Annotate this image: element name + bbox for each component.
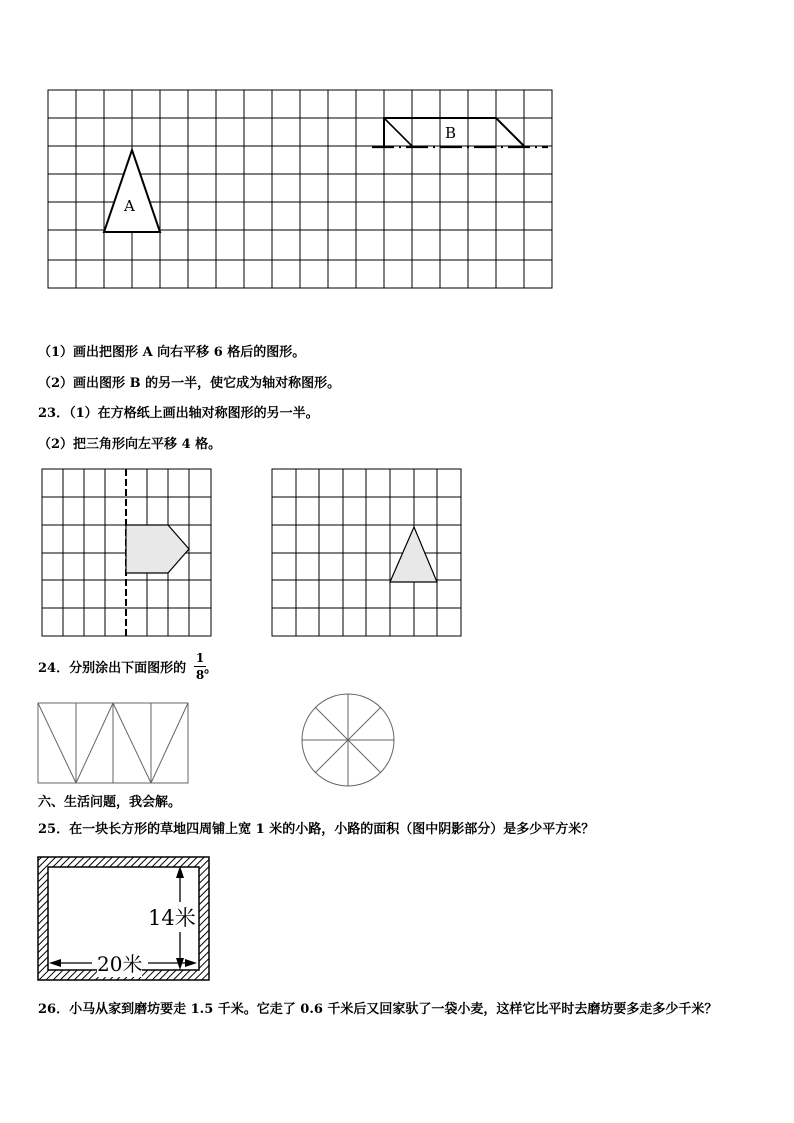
q24-text-after: 。 bbox=[204, 661, 218, 676]
width-label: 20米 bbox=[97, 948, 142, 977]
height-label: 14米 bbox=[148, 902, 196, 932]
q24-text-before: 24．分别涂出下面图形的 bbox=[38, 661, 187, 676]
q22-part1: （1）画出把图形 A 向右平移 6 格后的图形。 bbox=[38, 345, 306, 360]
q22-part2: （2）画出图形 B 的另一半，使它成为轴对称图形。 bbox=[38, 376, 341, 391]
section6-title: 六、生活问题，我会解。 bbox=[38, 795, 182, 810]
q23-part2: （2）把三角形向左平移 4 格。 bbox=[38, 437, 222, 452]
label-b: B bbox=[445, 124, 457, 142]
fraction-denominator: 8 bbox=[195, 668, 205, 682]
q26-text: 26．小马从家到磨坊要走 1.5 千米。它走了 0.6 千米后又回家驮了一袋小麦，这样它比平时去磨坊要多走多少千米？ bbox=[38, 1002, 718, 1017]
label-a: A bbox=[124, 197, 135, 215]
q23-part1: 23．（1）在方格纸上画出轴对称图形的另一半。 bbox=[38, 406, 319, 421]
fraction-numerator: 1 bbox=[195, 651, 205, 665]
q25-text: 25．在一块长方形的草地四周铺上宽 1 米的小路，小路的面积（图中阴影部分）是多少平方米？ bbox=[38, 822, 595, 837]
